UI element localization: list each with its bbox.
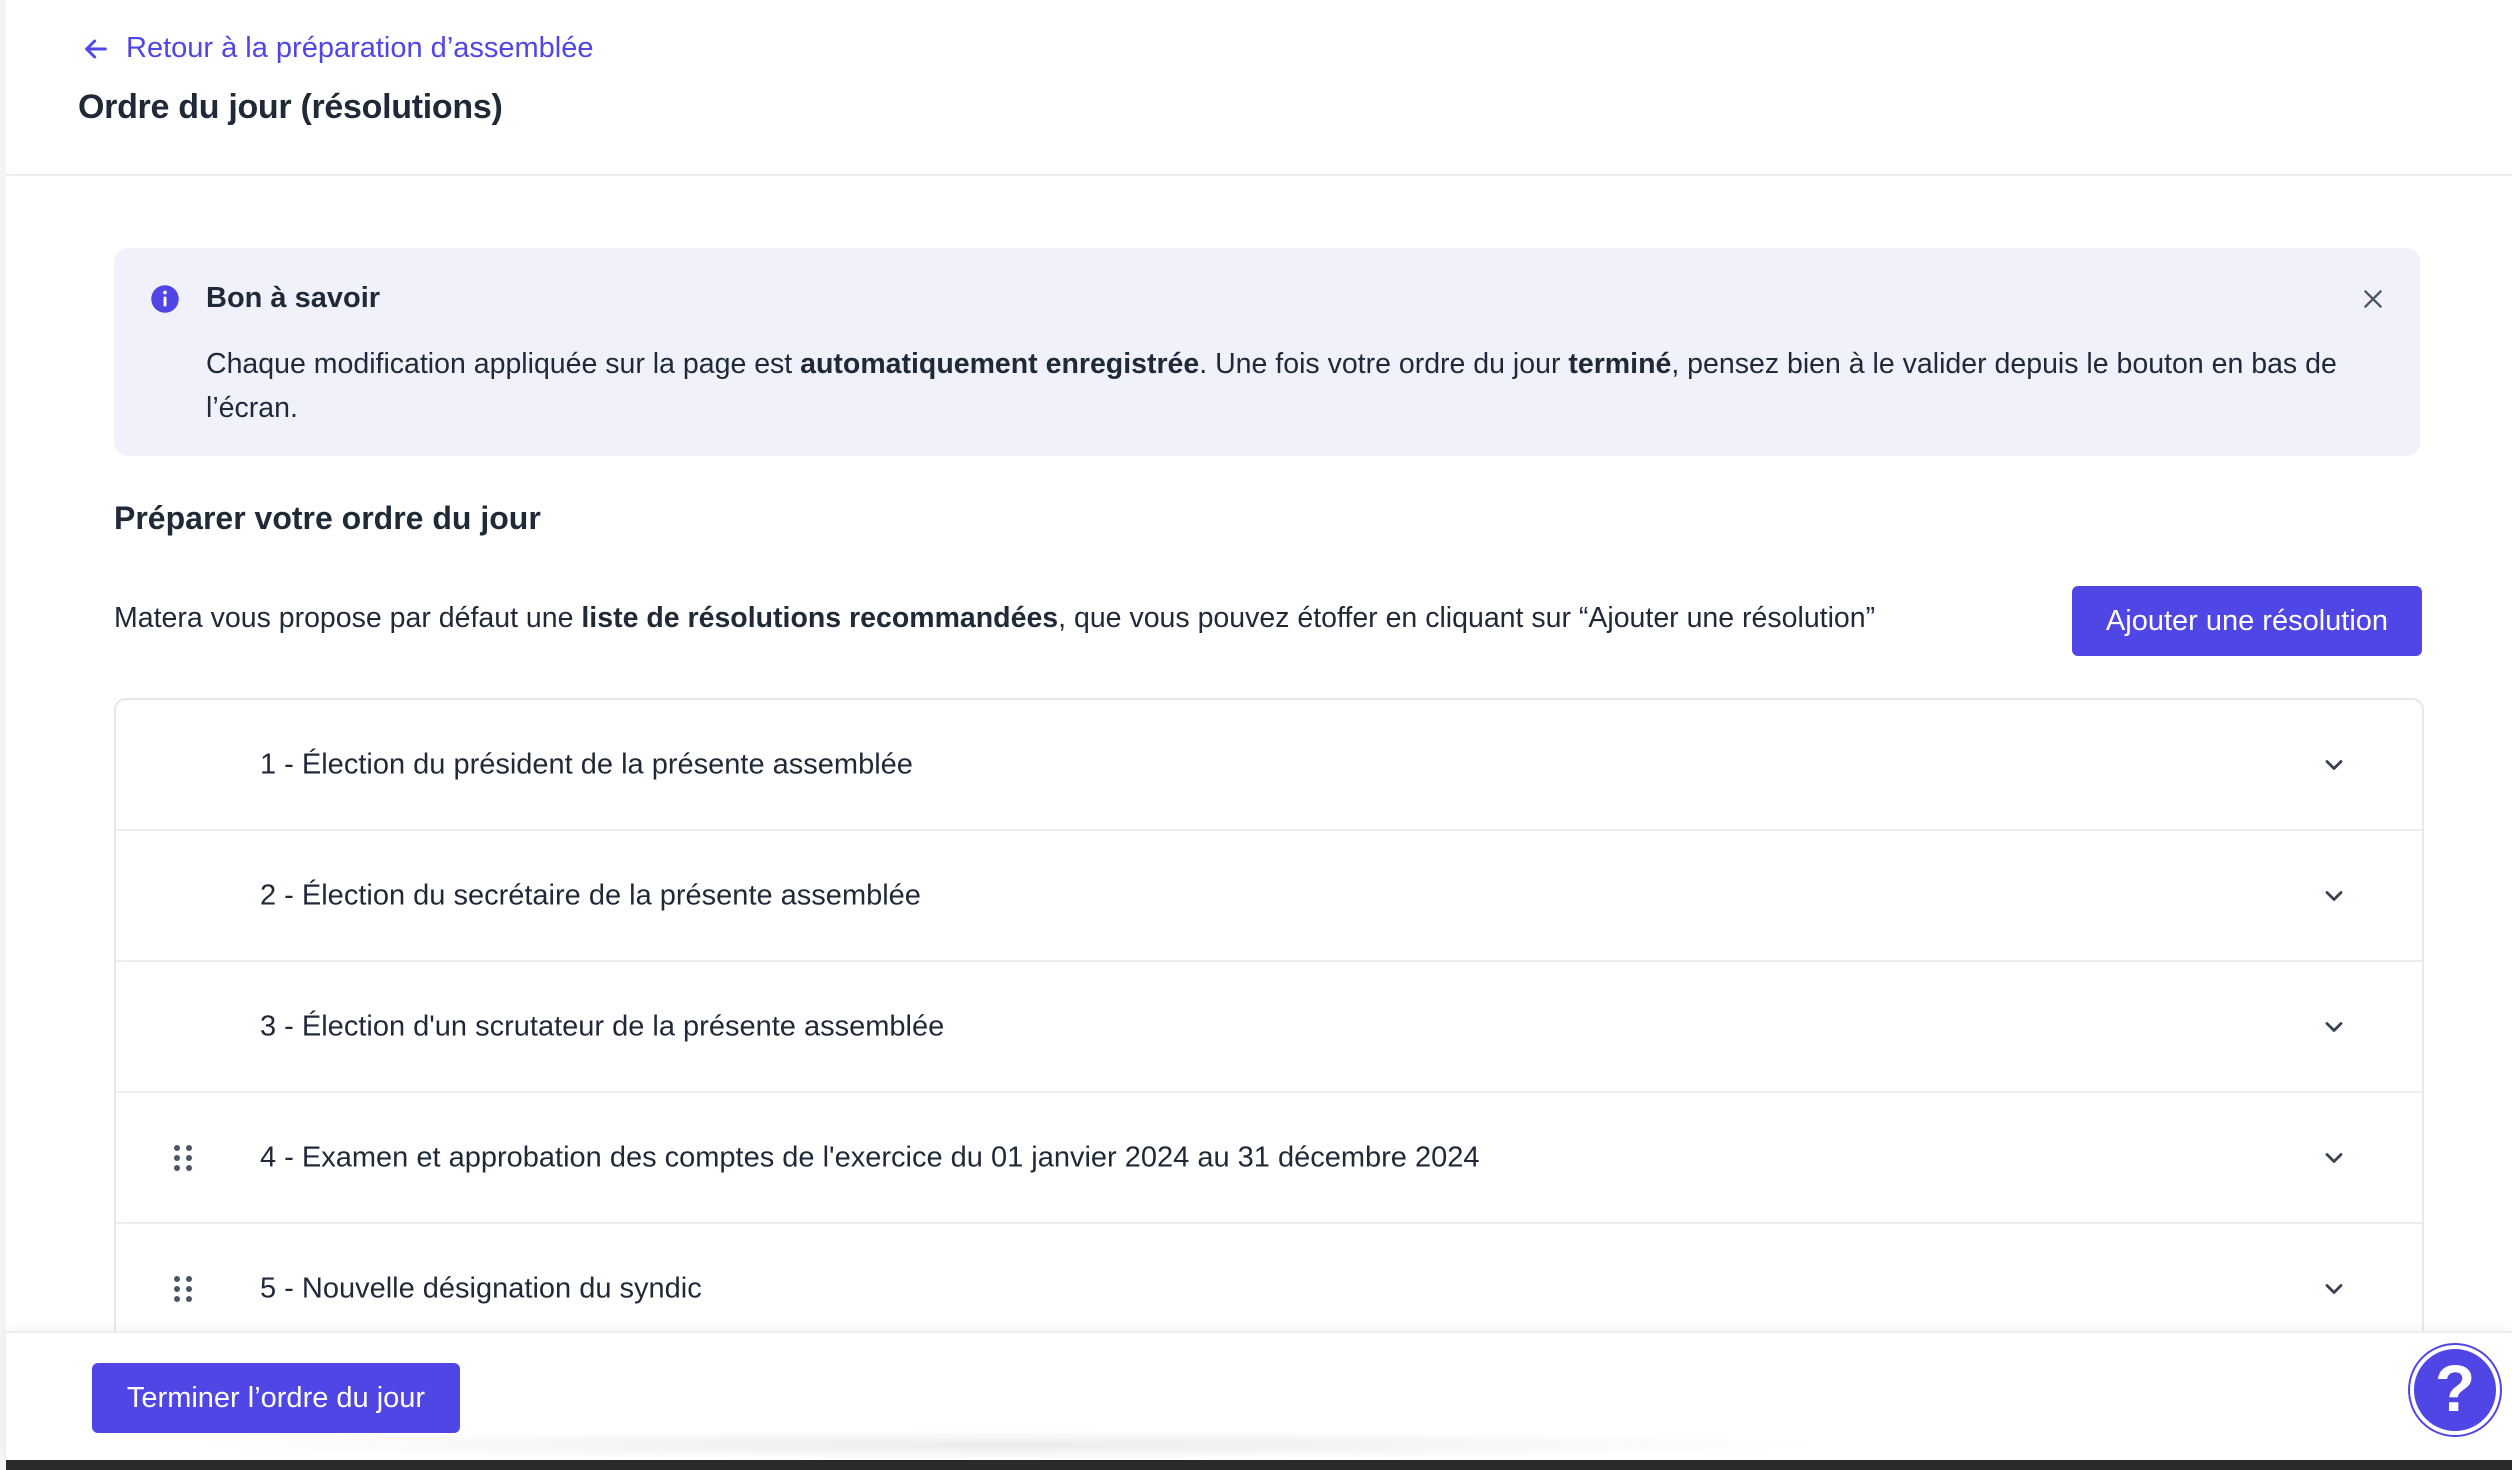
page-title: Ordre du jour (résolutions) — [78, 88, 503, 126]
resolution-row[interactable] — [116, 700, 2422, 831]
info-text-emphasis: terminé — [1568, 348, 1672, 380]
section-desc-part: Matera vous propose par défaut une — [114, 602, 582, 634]
chevron-down-icon[interactable] — [2320, 882, 2348, 910]
back-link[interactable] — [80, 32, 594, 65]
chevron-down-icon[interactable] — [2320, 1144, 2348, 1172]
info-text-part: , pensez bien à le valider depuis le bouton en bas de l’écran. — [206, 348, 2337, 424]
help-button[interactable]: ? — [2410, 1345, 2500, 1435]
section-desc-emphasis: liste de résolutions recommandées — [581, 602, 1059, 634]
info-text-part: . Une fois votre ordre du jour — [1199, 348, 1569, 380]
chevron-down-icon[interactable] — [2320, 751, 2348, 779]
info-text — [206, 342, 2386, 430]
resolution-label: 1 - Élection du président de la présente assemblée — [260, 748, 913, 780]
resolution-label: 3 - Élection d'un scrutateur de la présente assemblée — [260, 1010, 945, 1042]
resolution-row[interactable] — [116, 1093, 2422, 1224]
resolution-row[interactable] — [116, 962, 2422, 1093]
resolution-row[interactable] — [116, 831, 2422, 962]
back-link-label: Retour à la préparation d’assemblée — [126, 32, 594, 64]
resolution-row[interactable] — [116, 1224, 2422, 1338]
info-text-emphasis: automatiquement enregistrée — [800, 348, 1200, 380]
section-desc-part: , que vous pouvez étoffer en cliquant sur “Ajouter une résolution” — [1058, 602, 1876, 634]
info-title: Bon à savoir — [206, 282, 381, 314]
close-banner-button[interactable] — [2356, 282, 2390, 316]
info-banner — [114, 248, 2420, 456]
bottom-shadow — [166, 1430, 1846, 1460]
resolution-list — [114, 698, 2424, 1338]
drag-handle-icon[interactable] — [172, 1274, 194, 1304]
bottom-strip — [6, 1460, 2512, 1470]
chevron-down-icon[interactable] — [2320, 1013, 2348, 1041]
info-text-part: Chaque modification appliquée sur la page est — [206, 348, 801, 380]
resolution-label: 5 - Nouvelle désignation du syndic — [260, 1272, 702, 1304]
drag-handle-icon[interactable] — [172, 1143, 194, 1173]
section-title: Préparer votre ordre du jour — [114, 500, 541, 536]
arrow-left-icon — [80, 33, 112, 65]
resolution-label: 2 - Élection du secrétaire de la présente assemblée — [260, 879, 921, 911]
chevron-down-icon[interactable] — [2320, 1275, 2348, 1303]
section-description — [114, 602, 1875, 635]
add-resolution-button[interactable]: Ajouter une résolution — [2072, 586, 2422, 656]
finish-agenda-button[interactable]: Terminer l’ordre du jour — [92, 1363, 460, 1433]
resolution-label: 4 - Examen et approbation des comptes de l'exercice du 01 janvier 2024 au 31 décembre 2024 — [260, 1141, 1480, 1173]
info-icon — [150, 284, 180, 314]
page-header — [6, 0, 2512, 176]
close-icon — [2360, 286, 2386, 312]
